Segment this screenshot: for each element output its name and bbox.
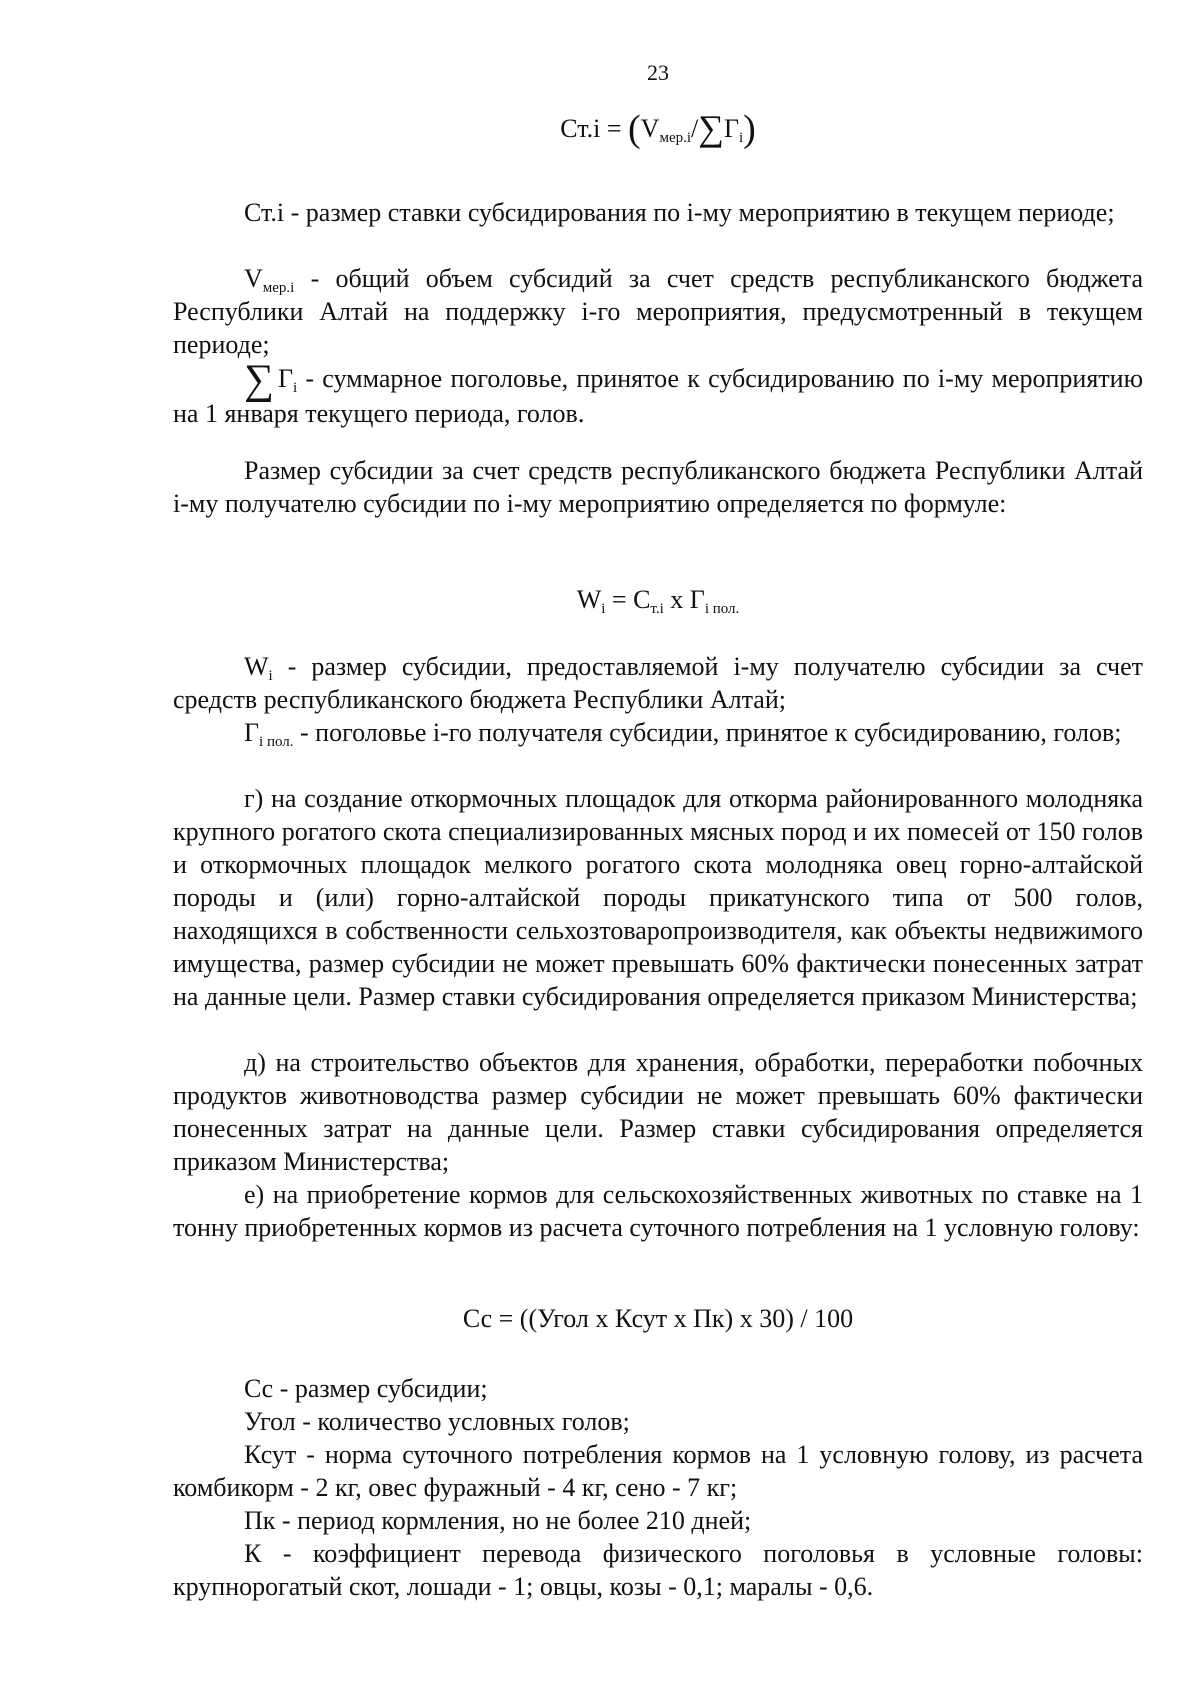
term-w-text: - размер субсидии, предоставляемой i-му получателю субсидии за счет средств республиканского бюджета Республики Алтай; <box>173 652 1143 714</box>
formula-rate <box>173 108 1143 150</box>
term-livestock-text: - суммарное поголовье, принятое к субсидированию по i-му мероприятию на 1 января текущего периода, голов. <box>173 364 1143 428</box>
paragraph-cc-definition: Сс - размер субсидии; <box>244 1374 488 1403</box>
term-livestock-g: Г <box>277 364 293 393</box>
formula-subsidy <box>173 583 1143 616</box>
formula-feed: Сс = ((Угол х Ксут х Пк) х 30) / 100 <box>462 1304 854 1333</box>
term-g-text: - поголовье i-го получателя субсидии, принятое к субсидированию, голов; <box>293 718 1122 747</box>
paragraph-livestock-definition <box>173 357 1143 430</box>
paragraph-ksut-definition: Ксут - норма суточного потребления кормов на 1 условную голову, из расчета комбикорм - 2 кг, овес фуражный - 4 кг, сено - 7 кг; <box>173 1440 1143 1502</box>
paragraph-rate-definition <box>173 196 1143 229</box>
term-rate-text: - размер ставки субсидирования по i-му мероприятию в текущем периоде; <box>284 198 1115 227</box>
paragraph-item-e: е) на приобретение кормов для сельскохозяйственных животных по ставке на 1 тонну приобретенных кормов из расчета суточного потребления на 1 условную голову: <box>173 1180 1143 1242</box>
formula-rate-g: Г <box>723 114 739 143</box>
page-number: 23 <box>647 60 669 85</box>
formula-subsidy-w-sub: i <box>601 601 606 617</box>
term-livestock-sigma: ∑ <box>244 357 274 403</box>
formula-rate-rparen: ) <box>743 108 756 150</box>
formula-rate-sigma: ∑ <box>698 108 724 148</box>
paragraph-pk-definition: Пк - период кормления, но не более 210 дней; <box>244 1506 752 1535</box>
formula-rate-slash: / <box>691 114 699 143</box>
term-g: Г <box>244 718 260 747</box>
paragraph-item-g: г) на создание откормочных площадок для откорма районированного молодняка крупного рогатого скота специализированных мясных пород и их помесей от 150 голов и откормочных площадок мелкого рогатого скота молодняка овец горно-алтайской породы и (или) горно-алтайской породы прикатунского типа от 500 голов, находящихся в собственности сельхозтоваропроизводителя, как объекты недвижимого имущества, размер субсидии не может превышать 60% фактически понесенных затрат на данные цели. Размер ставки субсидирования определяется приказом Министерства; <box>173 784 1143 1011</box>
formula-rate-lparen: ( <box>628 108 641 150</box>
formula-subsidy-c: = С <box>605 585 651 614</box>
term-rate: Ст.i <box>244 198 285 227</box>
formula-rate-v-sub: мер.i <box>659 130 692 146</box>
formula-rate-v: V <box>640 114 660 143</box>
formula-subsidy-w: W <box>576 585 602 614</box>
paragraph-volume-definition <box>173 262 1143 361</box>
paragraph-ugol-definition: Угол - количество условных голов; <box>244 1407 630 1436</box>
paragraph-k-definition: К - коэффициент перевода физического поголовья в условные головы: крупнорогатый скот, лошади - 1; овцы, козы - 0,1; маралы - 0,6. <box>173 1539 1143 1601</box>
term-livestock-sub: i <box>292 380 298 396</box>
term-volume-sub: мер.i <box>262 280 295 296</box>
paragraph-g-definition <box>173 716 1143 749</box>
term-w-sub: i <box>268 668 273 684</box>
formula-rate-g-sub: i <box>738 130 744 146</box>
formula-rate-eq: = <box>600 114 629 143</box>
formula-rate-lhs: Ст.i <box>560 114 601 143</box>
paragraph-w-definition <box>173 650 1143 716</box>
formula-subsidy-g-sub: i пол. <box>704 601 740 617</box>
term-g-sub: i пол. <box>259 734 294 750</box>
term-w: W <box>244 652 269 681</box>
paragraph-subsidy-size: Размер субсидии за счет средств республиканского бюджета Республики Алтай i-му получателю субсидии по i-му мероприятию определяется по формуле: <box>173 456 1143 518</box>
term-volume: V <box>244 264 263 293</box>
paragraph-item-d: д) на строительство объектов для хранения, обработки, переработки побочных продуктов животноводства размер субсидии не может превышать 60% фактически понесенных затрат на данные цели. Размер ставки субсидирования определяется приказом Министерства; <box>173 1048 1143 1176</box>
term-volume-text: - общий объем субсидий за счет средств республиканского бюджета Республики Алтай на поддержку i-го мероприятия, предусмотренный в текущем периоде; <box>173 264 1143 359</box>
formula-subsidy-g: х Г <box>663 585 705 614</box>
formula-subsidy-c-sub: т.i <box>650 601 664 617</box>
